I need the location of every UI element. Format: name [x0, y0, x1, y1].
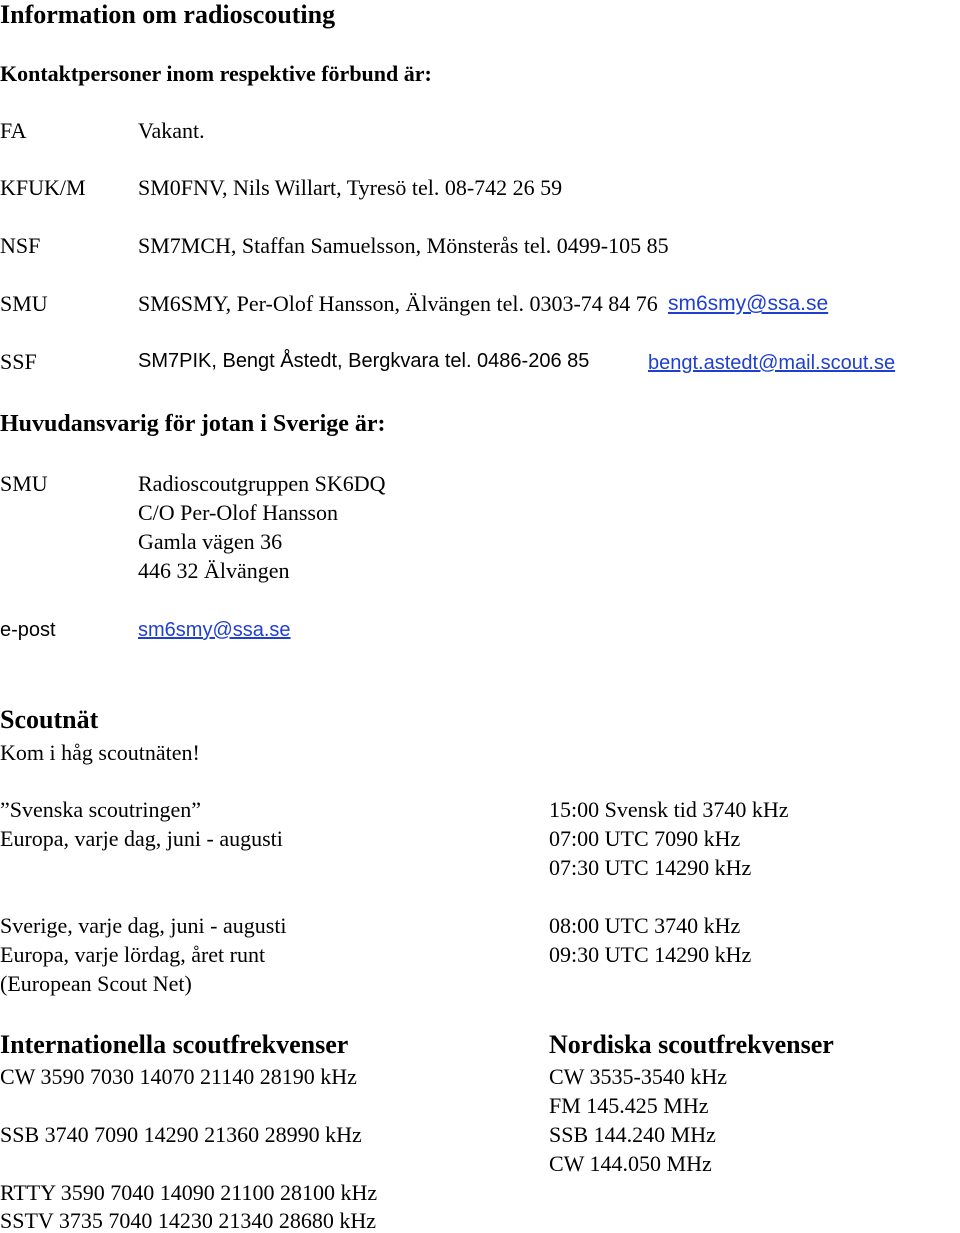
international-heading: Internationella scoutfrekvenser	[0, 1030, 349, 1059]
contact-text: SM0FNV, Nils Willart, Tyresö tel. 08-742 26 59	[138, 175, 563, 200]
scoutnet-subtitle: Kom i håg scoutnäten!	[0, 740, 200, 765]
contact-text: SM7PIK, Bengt Åstedt, Bergkvara tel. 0486-206 85	[138, 350, 590, 372]
frequency-line: CW 144.050 MHz	[549, 1151, 712, 1176]
page-title: Information om radioscouting	[0, 0, 336, 29]
contact-org: SMU	[0, 291, 48, 316]
schedule-right-line: 07:00 UTC 7090 kHz	[549, 826, 741, 851]
schedule-left-line: Europa, varje dag, juni - augusti	[0, 826, 283, 851]
contacts-heading: Kontaktpersoner inom respektive förbund är:	[0, 61, 432, 86]
frequency-line: SSB 144.240 MHz	[549, 1122, 716, 1147]
responsible-email-link[interactable]: sm6smy@ssa.se	[138, 619, 291, 641]
contact-text: SM7MCH, Staffan Samuelsson, Mönsterås tel. 0499-105 85	[138, 233, 669, 258]
frequency-line: CW 3590 7030 14070 21140 28190 kHz	[0, 1064, 357, 1089]
scoutnet-heading: Scoutnät	[0, 705, 99, 734]
address-line: 446 32 Älvängen	[138, 558, 290, 583]
schedule-left-line: Sverige, varje dag, juni - augusti	[0, 913, 287, 938]
responsible-heading: Huvudansvarig för jotan i Sverige är:	[0, 411, 386, 437]
schedule-right-line: 08:00 UTC 3740 kHz	[549, 913, 741, 938]
frequency-line: CW 3535-3540 kHz	[549, 1064, 728, 1089]
schedule-left-line: ”Svenska scoutringen”	[0, 797, 201, 822]
contact-text: SM6SMY, Per-Olof Hansson, Älvängen tel. 0303-74 84 76	[138, 291, 658, 316]
frequency-line: SSB 3740 7090 14290 21360 28990 kHz	[0, 1122, 362, 1147]
schedule-right-line: 07:30 UTC 14290 kHz	[549, 855, 752, 880]
contact-text: Vakant.	[138, 118, 205, 143]
frequency-line: SSTV 3735 7040 14230 21340 28680 kHz	[0, 1208, 377, 1233]
contact-org: KFUK/M	[0, 175, 86, 200]
address-line: Gamla vägen 36	[138, 529, 283, 554]
schedule-right-line: 09:30 UTC 14290 kHz	[549, 942, 752, 967]
frequency-line: RTTY 3590 7040 14090 21100 28100 kHz	[0, 1180, 378, 1205]
contact-email-link[interactable]: bengt.astedt@mail.scout.se	[648, 352, 896, 374]
schedule-left-line: Europa, varje lördag, året runt	[0, 942, 266, 967]
responsible-org: SMU	[0, 471, 48, 496]
contact-email-link[interactable]: sm6smy@ssa.se	[668, 292, 829, 315]
contact-org: FA	[0, 118, 27, 143]
address-line: C/O Per-Olof Hansson	[138, 500, 338, 525]
address-line: Radioscoutgruppen SK6DQ	[138, 471, 386, 496]
contact-org: NSF	[0, 233, 41, 258]
nordic-heading: Nordiska scoutfrekvenser	[549, 1030, 834, 1059]
email-label: e-post	[0, 619, 56, 641]
schedule-left-line: (European Scout Net)	[0, 971, 192, 996]
frequency-line: FM 145.425 MHz	[549, 1093, 709, 1118]
schedule-right-line: 15:00 Svensk tid 3740 kHz	[549, 797, 789, 822]
contact-org: SSF	[0, 349, 37, 374]
